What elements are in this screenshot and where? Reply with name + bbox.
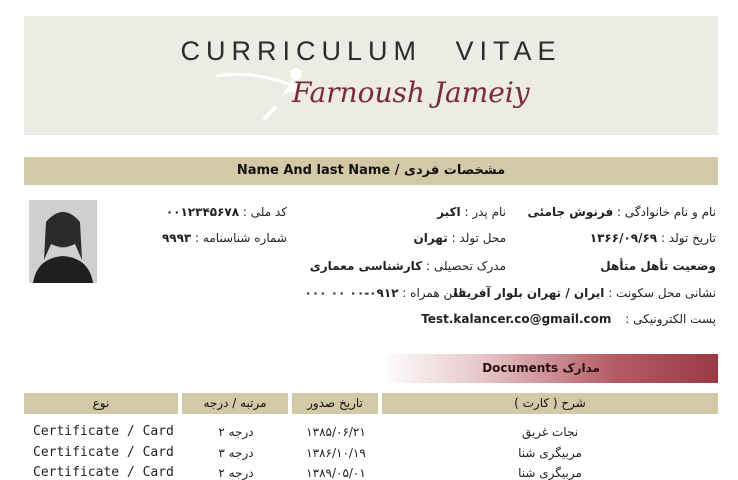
doc-row-3-type: Certificate / Card xyxy=(33,465,174,480)
profile-photo xyxy=(29,200,97,283)
full-name-value: فرنوش جامئی xyxy=(527,205,614,219)
cv-header xyxy=(24,16,718,135)
doc-row-2-date: ۱۳۸۶/۱۰/۱۹ xyxy=(306,446,366,460)
marital-status xyxy=(600,259,716,273)
full-name-row xyxy=(528,205,717,219)
birth-date-value: ۱۳۶۶/۰۹/۶۹ xyxy=(589,231,658,245)
id-number-value: ۹۹۹۳ xyxy=(161,231,192,245)
doc-row-1-type: Certificate / Card xyxy=(33,424,174,439)
degree-value: کارشناسی معماری xyxy=(309,259,423,273)
email-label: پست الکترونیکی : xyxy=(625,312,716,326)
id-number-label: شماره شناسنامه : xyxy=(195,231,287,245)
birth-place-row xyxy=(413,231,506,245)
father-label: نام پدر : xyxy=(464,205,506,219)
cv-title: CURRICULUM VITAE xyxy=(180,36,562,66)
doc-row-2-type: Certificate / Card xyxy=(33,445,174,460)
documents-bar xyxy=(380,354,718,383)
doc-row-3-description: مربیگری شنا xyxy=(518,466,582,480)
phone-value: ۰۹۱۲-۰۰ ۰۰ ۰۰۰ xyxy=(304,286,399,300)
full-name-label: نام و نام خانوادگی : xyxy=(617,205,716,219)
birth-date-label: تاریخ تولد : xyxy=(660,231,716,245)
degree-label: مدرک تحصیلی : xyxy=(425,259,506,273)
degree-row xyxy=(310,259,506,273)
email-row xyxy=(421,312,716,326)
header-description: شرح ( کارت ) xyxy=(382,393,718,414)
address-label: نشانی محل سکونت : xyxy=(608,286,716,300)
doc-row-1-description: نجات غریق xyxy=(521,425,579,439)
header-issue-date: تاریخ صدور xyxy=(292,393,378,414)
documents-title: مدارک Documents xyxy=(482,361,600,375)
phone-label: تلفن همراه : xyxy=(402,286,466,300)
birth-place-value: تهران xyxy=(413,231,448,245)
doc-row-1-grade: درجه ۲ xyxy=(218,425,254,439)
doc-row-2-grade: درجه ۳ xyxy=(218,446,254,460)
birth-date-row xyxy=(590,231,716,245)
id-number-row xyxy=(162,231,287,245)
doc-row-2-description: مربیگری شنا xyxy=(518,446,582,460)
doc-row-1-date: ۱۳۸۵/۰۶/۲۱ xyxy=(306,425,366,439)
cv-name: Farnoush Jameiy xyxy=(292,76,530,109)
email-value[interactable]: Test.kalancer.co@gmail.com xyxy=(421,312,612,326)
doc-row-3-date: ۱۳۸۹/۰۵/۰۱ xyxy=(306,466,366,480)
father-row xyxy=(437,205,506,219)
marital-status-value: وضعیت تأهل متأهل xyxy=(600,259,716,273)
phone-row xyxy=(305,286,466,300)
birth-place-label: محل تولد : xyxy=(451,231,506,245)
national-id-label: کد ملی : xyxy=(242,205,287,219)
header-type: نوع xyxy=(24,393,178,414)
doc-row-3-grade: درجه ۲ xyxy=(218,466,254,480)
address-row xyxy=(454,286,716,300)
personal-info-band: Name And last Name / مشخصات فردی xyxy=(24,157,718,185)
address-value: ایران / تهران بلوار آفریقا xyxy=(453,286,605,300)
father-value: اکبر xyxy=(437,205,461,219)
national-id-value: ۰۰۱۲۳۴۵۶۷۸ xyxy=(165,205,240,219)
national-id-row xyxy=(166,205,287,219)
header-grade: مرتبه / درجه xyxy=(182,393,288,414)
